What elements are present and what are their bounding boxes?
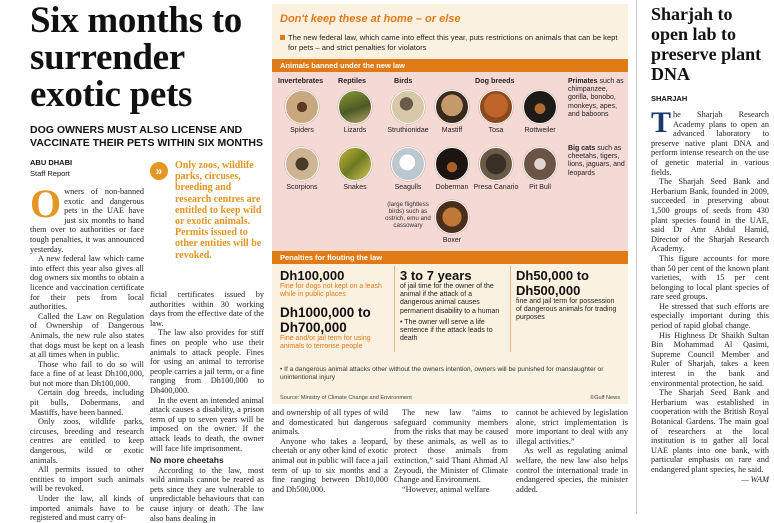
mastiff-icon [435,90,469,124]
article-paragraph: The Sharjah Research Academy plans to open an advanced laboratory to preserve native plant DNA and perform intense research on the use of genetic material in various fields. [651,106,769,177]
penalty-trading [516,268,622,323]
tosa-icon [479,90,513,124]
article-paragraph: and ownership of all types of wild and domesticated but dangerous animals. [272,408,388,437]
article-paragraph: In the event an intended animal attack causes a disability, a prison term of up to seven years will be imposed on the owner. If the attack leads to death, the owner will face life imprisonment. [150,395,264,453]
penalty-description: fine and jail term for possession of dangerous animals for trading purposes [516,298,617,322]
banned-animals-header: Animals banned under the new law [272,59,628,72]
scorpion-icon [285,147,319,181]
animal-presa-canario: Presa Canario [472,147,520,192]
article-paragraph: Certain dog breeds, including pit bulls, Dobermans, and Mastiffs, have been banned. [30,388,144,417]
pit-bull-icon [523,147,557,181]
infographic-title: Don't keep these at home – or else [280,13,461,25]
article-column-2 [150,290,264,523]
animal-lizards: Lizards [331,90,379,135]
article-paragraph: The Sharjah Seed Bank and Herbarium was established in cooperation with the British Royal Botanical Gardens. The main goal of researchers at the local institution is to gather all local UAE plants into one bank, with particular emphasis on rare and endangered plant species, he said. [651,388,769,474]
group-invertebrates: Invertebrates [278,76,324,85]
divider [394,266,395,352]
drop-cap: T [651,106,672,139]
penalty-disability [400,268,506,343]
article-paragraph: cannot be achieved by legislation alone, strict implementation is more important to deal with any illegal activities.” [516,408,628,446]
penalty-amount: Dh100,000 [280,268,345,283]
penalty-leash [280,268,390,299]
penalty-amount: Dh50,000 to Dh500,000 [516,268,589,298]
animal-doberman: Doberman [428,147,476,192]
animal-scorpions: Scorpions [278,147,326,192]
article-paragraph: ficial certificates issued by authorities within 30 working days from the effective date of the law. [150,290,264,328]
doberman-icon [435,147,469,181]
article-paragraph: According to the law, most wild animals cannot be reared as pets since they are vulnerable to unpredictable behaviours that can cause injury or death. The law also bans dealing in [150,465,264,523]
animal-tosa: Tosa [472,90,520,135]
article-paragraph: Only zoos, wildlife parks, circuses, breeding and research centres are entitled to keep dangerous, wild or exotic animals. [30,417,144,465]
subheadline: DOG OWNERS MUST ALSO LICENSE AND VACCINATE THEIR PETS WITHIN SIX MONTHS [30,124,263,149]
article-paragraph: His Highness Dr Shaikh Sultan Bin Mohammad Al Qasimi, Supreme Council Member and Ruler of Sharjah, takes a keen interest in the bank and environmental protection, he said. [651,330,769,388]
lizard-icon [338,90,372,124]
animal-mastiff: Mastiff [428,90,476,135]
snake-icon [338,147,372,181]
article-column-4 [394,408,508,494]
article-paragraph: As well as regulating animal welfare, the new law also helps control the international trade in endangered species, the minister added. [516,446,628,494]
article-paragraph: This figure accounts for more than 50 per cent of the known plant varieties, with 15 per cent belonging to local plant species of rare seed groups. [651,253,769,302]
article-paragraph: All permits issued to other entities to import such animals will be revoked. [30,465,144,494]
spider-icon [285,90,319,124]
group-birds: Birds [394,76,413,85]
penalty-bullet: • The owner will serve a life sentence if the attack leads to death [400,318,493,343]
headline: Six months to surrender exotic pets [30,0,242,115]
article-paragraph: The law also provides for stiff fines on people who use their animals to attack people. Fines for using an animal to terrorise people carries a jail term, or a fine ranging from Dh100,000 to Dh400,000. [150,328,264,395]
article-column-1 [30,181,144,523]
article-column-3 [272,408,388,494]
penalty-amount: Dh1000,000 to Dh700,000 [280,305,371,335]
section-subhead: No more cheetahs [150,455,224,466]
penalty-description: Fine and/or jail term for using animals to terrorise people [280,335,371,351]
penalty-footnote: • If a dangerous animal attacks other without the owners intention, owners will be punished for manslaughter or unintentional injury [280,366,604,381]
ostrich-icon [391,90,425,124]
penalty-amount: 3 to 7 years [400,268,472,283]
article-paragraph: Under the law, all kinds of imported animals have to be registered and must carry of- [30,494,144,523]
seagull-icon [391,147,425,181]
infographic [272,4,628,404]
side-headline: Sharjah to open lab to preserve plant DNA [651,4,762,84]
article-paragraph: He stressed that such efforts are especially important during this period of rapid global change. [651,301,769,331]
column-rule [636,0,637,514]
boxer-icon [435,200,469,234]
pull-quote-text: Only zoos, wildlife parks, circuses, breeding and research centres are entitled to keep wild or exotic animals. Permits issued to other entities will be revoked. [175,160,262,261]
article-paragraph: Called the Law on Regulation of Ownership of Dangerous Animals, the new rule also states that dogs must be kept on a leash at all times when in public. [30,311,144,360]
side-dateline: SHARJAH [651,94,688,103]
article-paragraph: The Sharjah Seed Bank and Herbarium Bank, founded in 2009, succeeded in preserving about 1,500 groups of seeds from 430 plant species found in the UAE, said Dr Amr Abdul Hamid, Director of the Sharjah Research Academy. [651,177,769,254]
penalty-terrorise [280,305,392,351]
article-paragraph: Owners of non-banned exotic and dangerous pets in the UAE have just six months to hand them over to authorities or face tough penalties, it was announced yesterday. [30,181,144,254]
group-reptiles: Reptiles [338,76,366,85]
infographic-credit: ©Gulf News [590,395,620,401]
animal-boxer: Boxer [428,200,476,245]
big-cats-note: Big cats such as cheetahs, tigers, lions, jaguars, and leopards [568,145,625,177]
article-paragraph: Anyone who takes a leopard, cheetah or any other kind of exotic animal out in public will face a jail term of up to six months and a fine ranging between Dh10,000 and Dh500,000. [272,436,388,494]
divider [510,266,511,352]
agency-credit: — WAM [741,474,769,484]
presa-canario-icon [479,147,513,181]
penalty-description: of jail time for the owner of the animal if the attack of a dangerous animal causes permanent disability to a human [400,283,500,315]
article-paragraph: Those who fail to do so will face a fine of at least Dh100,000, but not more than Dh100,000. [30,359,144,388]
group-dog-breeds: Dog breeds [475,76,515,85]
article-paragraph: “However, animal welfare [402,484,490,494]
article-paragraph: The new law “aims to safeguard community members from the risks that may be caused by these animals, as well as to protect those animals from extinction,” said Thani Ahmad Al Zeyoudi, the Minister of Climate Change and Environment. [394,408,508,485]
primates-note: Primates such as chimpanzee, gorilla, bonobo, monkeys, apes, and baboons [568,78,624,118]
side-article-body [651,106,769,484]
quote-chevron-icon: » [150,162,168,180]
animal-spiders: Spiders [278,90,326,135]
animal-rottweiler: Rottweiler [516,90,564,135]
animal-pit-bull: Pit Bull [516,147,564,192]
infographic-intro: The new federal law, which came into effect this year, puts restrictions on animals that can be kept for pets – and strict penalties for violators [280,33,620,52]
article-paragraph: A new federal law which came into effect this year also gives all dog owners six months to obtain a licence and vaccination certificate for their pets from local authorities. [30,254,144,312]
flightless-birds-note: (large flightless birds) such as ostrich, emu and cassowary [385,201,431,229]
article-column-5 [516,408,628,494]
rottweiler-icon [523,90,557,124]
animal-snakes: Snakes [331,147,379,192]
animal-seagulls: Seagulls [384,147,432,192]
penalty-description: Fine for dogs not kept on a leash while in public places [280,283,382,299]
animal-struthionidae: Struthionidae [384,90,432,135]
dateline: ABU DHABI [30,158,73,167]
drop-cap: O [30,181,62,226]
infographic-source: Source: Ministry of Climate Change and Environment [280,395,412,401]
byline: Staff Report [30,169,70,178]
penalties-header: Penalties for flouting the law [272,251,628,264]
